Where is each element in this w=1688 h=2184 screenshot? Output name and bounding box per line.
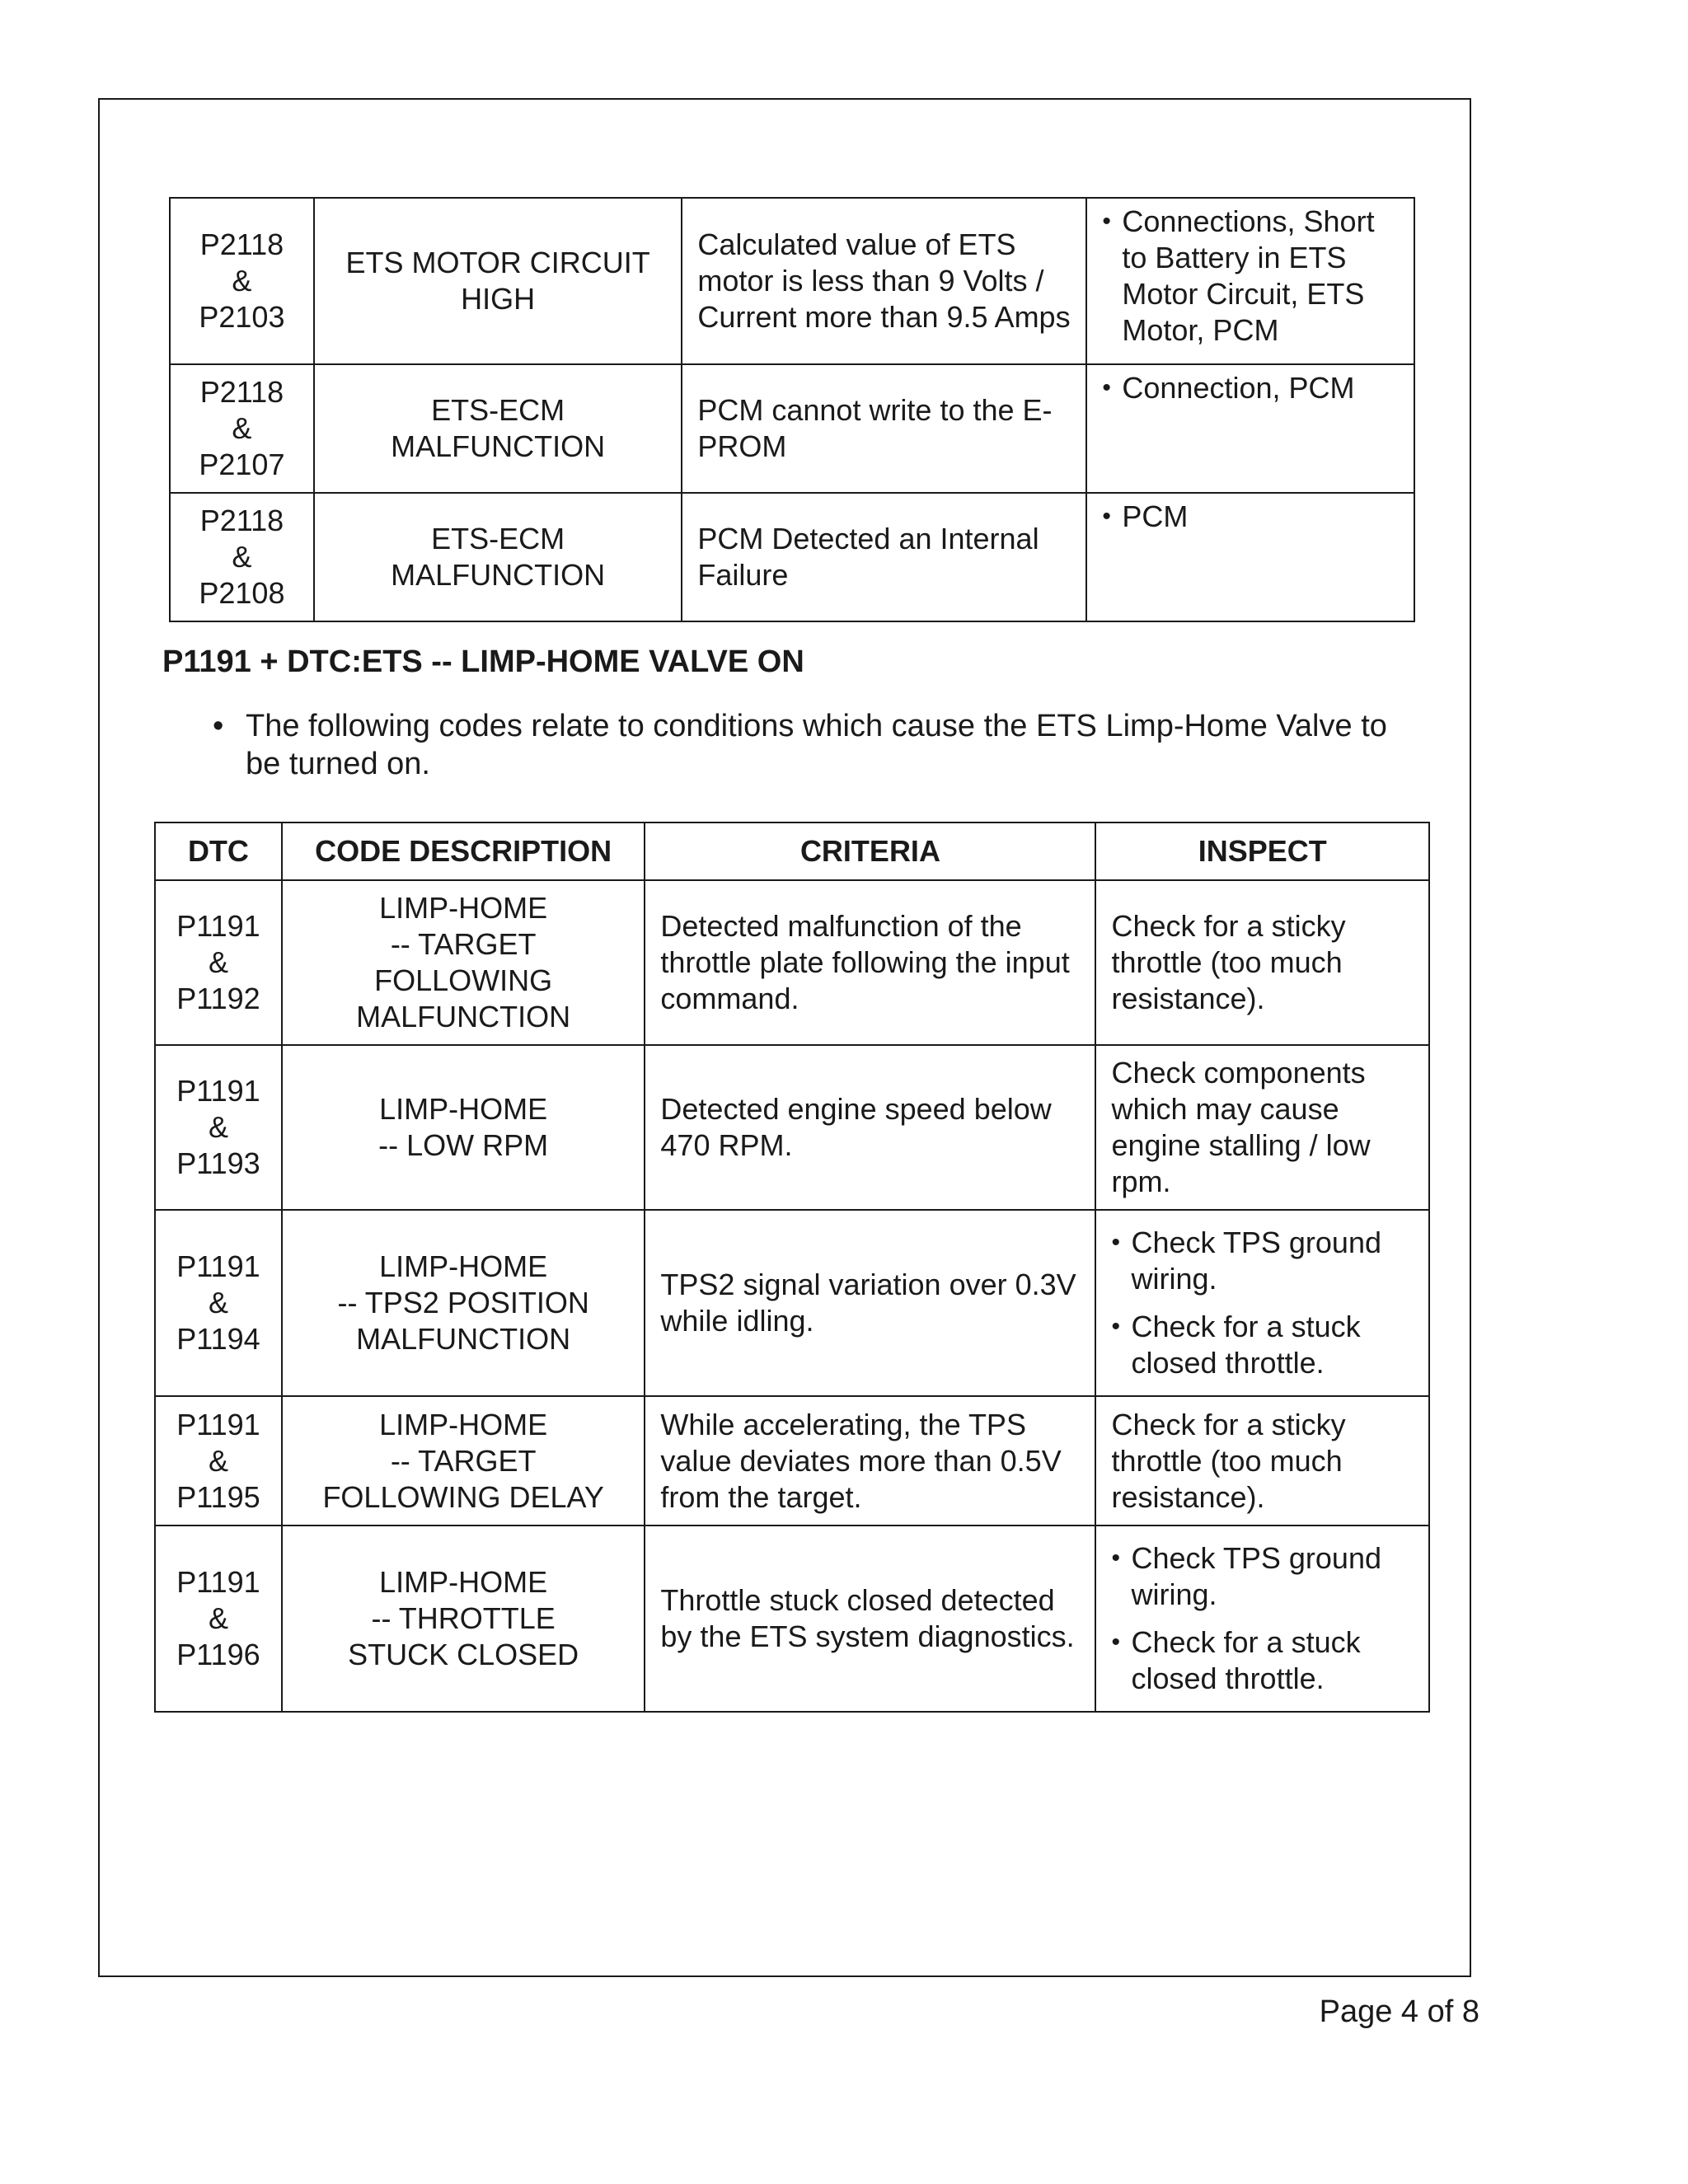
criteria-cell: PCM cannot write to the E-PROM xyxy=(682,364,1086,493)
header-code-description: CODE DESCRIPTION xyxy=(282,823,645,880)
section-heading: P1191 + DTC:ETS -- LIMP-HOME VALVE ON xyxy=(162,644,804,679)
criteria-cell: Calculated value of ETS motor is less than 9 Volts / Current more than 9.5 Amps xyxy=(682,198,1086,364)
inspect-item: • PCM xyxy=(1102,499,1399,535)
dtc-cell: P1191 & P1195 xyxy=(155,1396,282,1526)
inspect-cell xyxy=(1086,198,1414,364)
inspect-cell: Check components which may cause engine stalling / low rpm. xyxy=(1095,1045,1429,1210)
inspect-cell xyxy=(1086,364,1414,493)
header-criteria: CRITERIA xyxy=(645,823,1095,880)
table-row xyxy=(170,493,1414,621)
table-row xyxy=(170,198,1414,364)
inspect-item: • Check TPS ground wiring. xyxy=(1111,1225,1414,1297)
inspect-item: • Check for a stuck closed throttle. xyxy=(1111,1309,1414,1381)
criteria-cell: Detected malfunction of the throttle plate following the input command. xyxy=(645,880,1095,1045)
inspect-cell xyxy=(1095,1526,1429,1712)
description-cell: LIMP-HOME -- TPS2 POSITION MALFUNCTION xyxy=(282,1210,645,1396)
description-cell: ETS MOTOR CIRCUIT HIGH xyxy=(314,198,682,364)
dtc-cell: P1191 & P1193 xyxy=(155,1045,282,1210)
dtc-cell: P2118 & P2108 xyxy=(170,493,314,621)
inspect-item: • Check TPS ground wiring. xyxy=(1111,1540,1414,1613)
dtc-cell: P2118 & P2103 xyxy=(170,198,314,364)
criteria-cell: While accelerating, the TPS value deviates more than 0.5V from the target. xyxy=(645,1396,1095,1526)
table-row xyxy=(155,1045,1429,1210)
inspect-cell: Check for a sticky throttle (too much resistance). xyxy=(1095,880,1429,1045)
table-row xyxy=(155,1210,1429,1396)
inspect-cell: Check for a sticky throttle (too much resistance). xyxy=(1095,1396,1429,1526)
page-number: Page 4 of 8 xyxy=(1319,1994,1479,2029)
section-bullet-text: The following codes relate to conditions which cause the ETS Limp-Home Valve to be turned on. xyxy=(246,709,1387,781)
inspect-cell xyxy=(1095,1210,1429,1396)
table-row xyxy=(155,1396,1429,1526)
table-row xyxy=(170,364,1414,493)
ets-codes-table xyxy=(169,197,1415,622)
inspect-cell xyxy=(1086,493,1414,621)
table-header-row xyxy=(155,823,1429,880)
criteria-cell: TPS2 signal variation over 0.3V while idling. xyxy=(645,1210,1095,1396)
dtc-cell: P1191 & P1196 xyxy=(155,1526,282,1712)
inspect-item: • Connection, PCM xyxy=(1102,370,1399,406)
limp-home-table xyxy=(154,822,1430,1713)
criteria-cell: PCM Detected an Internal Failure xyxy=(682,493,1086,621)
description-cell: LIMP-HOME -- THROTTLE STUCK CLOSED xyxy=(282,1526,645,1712)
bullet-dot: • xyxy=(213,709,224,743)
description-cell: LIMP-HOME -- TARGET FOLLOWING DELAY xyxy=(282,1396,645,1526)
header-inspect: INSPECT xyxy=(1095,823,1429,880)
description-cell: LIMP-HOME -- LOW RPM xyxy=(282,1045,645,1210)
dtc-cell: P2118 & P2107 xyxy=(170,364,314,493)
dtc-cell: P1191 & P1194 xyxy=(155,1210,282,1396)
header-dtc: DTC xyxy=(155,823,282,880)
criteria-cell: Throttle stuck closed detected by the ETS system diagnostics. xyxy=(645,1526,1095,1712)
description-cell: LIMP-HOME -- TARGET FOLLOWING MALFUNCTION xyxy=(282,880,645,1045)
table-row xyxy=(155,1526,1429,1712)
description-cell: ETS-ECM MALFUNCTION xyxy=(314,493,682,621)
inspect-item: • Connections, Short to Battery in ETS Motor Circuit, ETS Motor, PCM xyxy=(1102,204,1399,349)
section-bullet xyxy=(213,707,1424,783)
inspect-item: • Check for a stuck closed throttle. xyxy=(1111,1624,1414,1697)
description-cell: ETS-ECM MALFUNCTION xyxy=(314,364,682,493)
criteria-cell: Detected engine speed below 470 RPM. xyxy=(645,1045,1095,1210)
dtc-cell: P1191 & P1192 xyxy=(155,880,282,1045)
table-row xyxy=(155,880,1429,1045)
